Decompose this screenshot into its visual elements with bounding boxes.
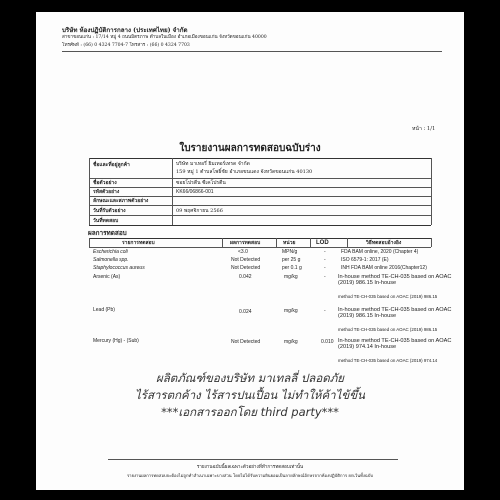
result-row-method: INH FDA BAM online 2016(Chapter12) — [341, 265, 427, 271]
header-divider — [62, 51, 442, 52]
result-row-unit: per 0.1 g — [282, 265, 302, 271]
column-header-item: รายการทดสอบ — [122, 240, 155, 246]
result-row-method: FDA BAM online, 2020 (Chapter 4) — [341, 249, 419, 255]
customer-address: 159 หมู่ 1 ตำบลโพธิ์ชัย อำเภอขนแดง จังหวัดขอนแก่น 40130 — [176, 169, 313, 175]
column-header-lod: LOD — [316, 240, 329, 246]
column-header-unit: หน่วย — [283, 240, 296, 246]
result-row-unit: mg/kg — [284, 308, 298, 314]
result-row-value: Not Detected — [231, 265, 261, 271]
received-date-label: วันที่รับตัวอย่าง — [93, 208, 126, 214]
result-row-method: In-house method TE-CH-035 based on AOAC (2019) 974.14 In-house — [338, 338, 452, 351]
result-row-method: In-house method TE-CH-035 based on AOAC (2019) 986.15 In-house — [338, 274, 452, 287]
result-row-lod: - — [324, 265, 326, 271]
company-phone: โทรศัพท์ : (66) 0 4324 7704-7 โทรสาร : (66) 0 4324 7703 — [62, 43, 190, 48]
report-page — [36, 12, 464, 490]
result-row-item: Salmonella spp. — [93, 257, 129, 263]
result-row-method: ISO 6579-1: 2017 (E) — [341, 257, 389, 263]
result-row-value: Not Detected — [231, 339, 261, 345]
result-row-value: 0.024 — [239, 309, 252, 315]
result-row-method-note: method TE-CH-035 based on AOAC (2019) 974.14 — [338, 358, 438, 363]
column-header-result: ผลการทดสอบ — [230, 240, 261, 246]
company-name: บริษัท ห้องปฏิบัติการกลาง (ประเทศไทย) จำกัด — [62, 27, 188, 34]
product-claim-overlay — [36, 370, 464, 421]
received-date: 09 พฤศจิกายน 2566 — [176, 208, 223, 214]
sample-code: KK66/06866-001 — [176, 189, 214, 195]
overlay-line-1: ผลิตภัณฑ์ของบริษัท มาเทลลี่ ปลอดภัย — [155, 371, 345, 385]
result-row-item: Staphylococcus aureus — [93, 265, 145, 271]
result-row-value: Not Detected — [231, 257, 261, 263]
footer-divider — [108, 459, 398, 460]
customer-label: ชื่อและที่อยู่ลูกค้า — [93, 162, 130, 168]
footer-note-1: รายงานฉบับนี้ผลเฉพาะตัวอย่างที่ทำการทดสอบเท่านั้น — [196, 465, 304, 470]
result-row-lod: 0.010 — [321, 339, 334, 345]
result-row-unit: mg/kg — [284, 339, 298, 345]
result-row-item: Escherichia coli — [93, 249, 128, 255]
overlay-line-2: ไร้สารตกค้าง ไร้สารปนเปื้อน ไม่ทำให้ค้าไข้ขึ้น — [134, 388, 365, 402]
result-row-lod: - — [324, 308, 326, 314]
result-row-unit: mg/kg — [284, 274, 298, 280]
result-row-item: Mercury (Hg) - (Sub) — [93, 338, 139, 344]
customer-name: บริษัท มาเทอรี่ ยิมเทอร์เทรด จำกัด — [176, 161, 250, 167]
sample-name-label: ชื่อตัวอย่าง — [93, 180, 117, 186]
result-row-method-note: method TE-CH-035 based on AOAC (2019) 986.15 — [338, 294, 438, 299]
sample-name: ซอยโปรตีน ซีเคโปรตีน — [176, 180, 226, 186]
result-row-item: Lead (Pb) — [93, 307, 115, 313]
company-address: สาขาขอนแก่น : 17/14 หมู่ 4 ถนนมิตรภาพ ตำบลในเมือง อำเภอเมืองขอนแก่น จังหวัดขอนแก่น 40000 — [62, 35, 267, 40]
result-row-item: Arsenic (As) — [93, 274, 121, 280]
overlay-line-3: ***เอกสารออกโดย third party*** — [161, 405, 339, 419]
result-row-method: In-house method TE-CH-035 based on AOAC (2019) 986.15 In-house — [338, 307, 452, 320]
result-row-value: 0.042 — [239, 274, 252, 280]
result-row-lod: - — [324, 257, 326, 263]
result-row-unit: MPN/g — [282, 249, 298, 255]
sample-code-label: รหัสตัวอย่าง — [93, 189, 120, 195]
result-row-lod: - — [324, 274, 326, 280]
sample-description-label: ลักษณะและสภาพตัวอย่าง — [93, 198, 149, 204]
page-number: หน้า : 1/1 — [412, 126, 436, 132]
results-section-title: ผลการทดสอบ — [88, 229, 127, 237]
footer-note-2: รายงานผลการทดสอบจะต้องไม่ถูกทำสำเนาเฉพาะบางส่วน โดยไม่ได้รับความยินยอมเป็นลายลักษณ์อักษรจากห้องปฏิบัติการ ยกเว้นทั้งฉบับ — [126, 473, 374, 478]
result-row-value: <3.0 — [238, 249, 248, 255]
column-header-method: วิธีทดสอบอ้างอิง — [366, 240, 402, 246]
report-title: ใบรายงานผลการทดสอบฉบับร่าง — [179, 143, 321, 154]
result-row-unit: per 25 g — [282, 257, 301, 263]
test-date-label: วันที่ทดสอบ — [93, 218, 119, 224]
result-row-method-note: method TE-CH-035 based on AOAC (2019) 986.15 — [338, 327, 438, 332]
result-row-lod: - — [324, 249, 326, 255]
